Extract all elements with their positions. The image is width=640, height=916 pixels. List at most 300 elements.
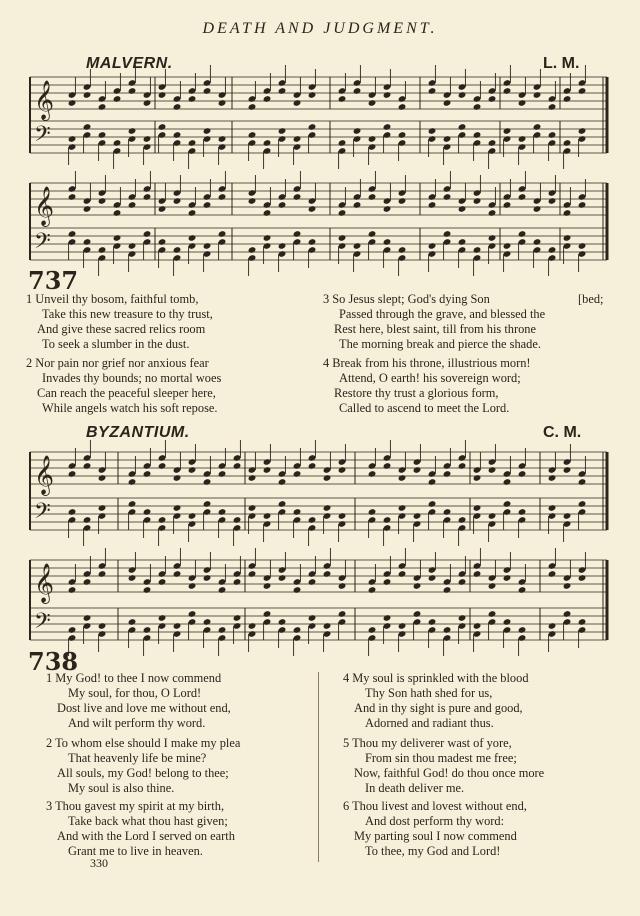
note-head (428, 127, 437, 135)
note-head (278, 500, 287, 508)
note-head (263, 512, 272, 520)
note-head (458, 578, 467, 586)
note-head (548, 197, 557, 205)
note-head (128, 127, 137, 135)
note-head (128, 618, 137, 626)
note-head (113, 209, 122, 217)
note-head (398, 504, 407, 512)
note-head (188, 582, 197, 590)
note-head (533, 238, 542, 246)
note-head (428, 87, 437, 95)
note-head (473, 131, 482, 139)
note-head (398, 474, 407, 482)
note-head (188, 95, 197, 103)
stanza (343, 736, 544, 796)
note-head (203, 618, 212, 626)
note-head (353, 127, 362, 135)
note-head (458, 516, 467, 524)
note-head (263, 582, 272, 590)
note-head (158, 123, 167, 131)
note-head (68, 508, 77, 516)
note-head (248, 622, 257, 630)
stanza-line: In death deliver me. (365, 781, 465, 795)
note-head (563, 582, 572, 590)
stanza-line: All souls, my God! belong to thee; (57, 766, 229, 780)
note-head (128, 242, 137, 250)
note-head (128, 500, 137, 508)
note-head (203, 478, 212, 486)
note-head (158, 205, 167, 213)
stanza-line: Restore thy trust a glorious form, (334, 386, 499, 400)
note-head (308, 205, 317, 213)
stanza (26, 356, 221, 416)
note-head (368, 586, 377, 594)
stanza (343, 799, 527, 859)
note-head (428, 618, 437, 626)
note-head (488, 139, 497, 147)
note-head (503, 87, 512, 95)
stanza (46, 736, 240, 796)
note-head (83, 238, 92, 246)
note-head (578, 574, 587, 582)
note-head (173, 197, 182, 205)
note-head (323, 474, 332, 482)
note-head (128, 201, 137, 209)
note-head (548, 570, 557, 578)
note-head (353, 87, 362, 95)
note-head (233, 462, 242, 470)
note-head (518, 193, 527, 201)
stanza-line: That heavenly life be mine? (68, 751, 207, 765)
stanza-line: 2 Nor pain nor grief nor anxious fear (26, 356, 209, 370)
note-head (203, 127, 212, 135)
note-head (143, 470, 152, 478)
stanza-line: Now, faithful God! do thou once more (354, 766, 545, 780)
note-head (383, 238, 392, 246)
note-head (293, 193, 302, 201)
note-head (503, 201, 512, 209)
note-head (83, 614, 92, 622)
note-head (413, 582, 422, 590)
tune-title-byzantium: BYZANTIUM. (86, 424, 190, 441)
note-head (503, 500, 512, 508)
note-head (578, 127, 587, 135)
note-head (383, 578, 392, 586)
note-head (188, 466, 197, 474)
note-head (488, 234, 497, 242)
note-head (203, 87, 212, 95)
note-head (533, 91, 542, 99)
note-head (188, 512, 197, 520)
bass-clef-icon: 𝄢 (34, 499, 51, 529)
note-head (383, 614, 392, 622)
note-head (173, 131, 182, 139)
note-head (488, 512, 497, 520)
note-head (443, 470, 452, 478)
note-head (518, 586, 527, 594)
note-head (353, 242, 362, 250)
stanza-line: Invades thy bounds; no mortal woes (42, 371, 222, 385)
note-head (83, 578, 92, 586)
note-head (308, 516, 317, 524)
note-head (548, 131, 557, 139)
note-head (98, 103, 107, 111)
note-head (473, 197, 482, 205)
note-head (68, 470, 77, 478)
note-head (158, 516, 167, 524)
note-head (563, 512, 572, 520)
stanza-line: Can reach the peaceful sleeper here, (37, 386, 216, 400)
note-head (548, 504, 557, 512)
note-head (68, 193, 77, 201)
stanza-line: 3 So Jesus slept; God's dying Son (323, 292, 490, 306)
stanza-line: My soul is also thine. (68, 781, 175, 795)
note-head (518, 135, 527, 143)
note-head (218, 626, 227, 634)
note-head (128, 478, 137, 486)
stanza-line: And in thy sight is pure and good, (354, 701, 523, 715)
bass-clef-icon: 𝄢 (34, 229, 51, 259)
note-head (398, 246, 407, 254)
stanza-line: To thee, my God and Lord! (365, 844, 501, 858)
note-head (143, 508, 152, 516)
note-head (338, 234, 347, 242)
note-head (368, 99, 377, 107)
stanza-line: And dost perform thy word: (365, 814, 505, 828)
note-head (278, 574, 287, 582)
note-head (143, 99, 152, 107)
note-head (143, 586, 152, 594)
note-head (458, 614, 467, 622)
note-head (68, 135, 77, 143)
note-head (473, 103, 482, 111)
note-head (143, 193, 152, 201)
note-head (68, 230, 77, 238)
note-head (278, 618, 287, 626)
note-head (68, 586, 77, 594)
note-head (518, 230, 527, 238)
note-head (518, 508, 527, 516)
note-head (563, 234, 572, 242)
tune-meter-malvern: L. M. (543, 55, 580, 72)
note-head (338, 512, 347, 520)
note-head (308, 91, 317, 99)
note-head (218, 230, 227, 238)
note-head (173, 103, 182, 111)
note-head (443, 230, 452, 238)
note-head (98, 246, 107, 254)
note-head (233, 516, 242, 524)
hymn-number-738: 738 (28, 647, 79, 676)
note-head (248, 570, 257, 578)
stanza-line: 4 Break from his throne, illustrious morn! (323, 356, 531, 370)
note-head (503, 478, 512, 486)
note-head (578, 242, 587, 250)
note-head (98, 622, 107, 630)
note-head (338, 466, 347, 474)
note-head (188, 139, 197, 147)
stanza-line: Dost live and love me without end, (57, 701, 231, 715)
note-head (218, 470, 227, 478)
note-head (173, 246, 182, 254)
page-number: 330 (90, 856, 108, 870)
note-head (113, 234, 122, 242)
note-head (98, 504, 107, 512)
note-head (383, 205, 392, 213)
note-head (548, 103, 557, 111)
stanza-line: And wilt perform thy word. (68, 716, 206, 730)
note-head (563, 466, 572, 474)
stanza-line: The morning break and pierce the shade. (339, 337, 541, 351)
note-head (518, 99, 527, 107)
note-head (143, 230, 152, 238)
page-header: DEATH AND JUDGMENT. (202, 20, 438, 37)
note-head (458, 91, 467, 99)
note-head (218, 193, 227, 201)
stanza-line: My soul, for thou, O Lord! (68, 686, 202, 700)
note-head (458, 205, 467, 213)
note-head (413, 466, 422, 474)
note-head (503, 242, 512, 250)
stanza-line: While angels watch his soft repose. (42, 401, 218, 415)
stanza-line: My parting soul I now commend (354, 829, 517, 843)
treble-clef-icon: 𝄞 (34, 455, 55, 495)
note-head (368, 508, 377, 516)
note-head (533, 205, 542, 213)
note-head (383, 91, 392, 99)
note-head (413, 512, 422, 520)
stanza-line: Passed through the grave, and blessed the (339, 307, 546, 321)
note-head (83, 516, 92, 524)
note-head (368, 470, 377, 478)
note-head (488, 95, 497, 103)
note-head (563, 610, 572, 618)
bass-clef-icon: 𝄢 (34, 122, 51, 152)
note-head (413, 610, 422, 618)
stanza (46, 799, 235, 859)
note-head (278, 478, 287, 486)
note-head (443, 508, 452, 516)
note-head (338, 209, 347, 217)
note-head (398, 622, 407, 630)
note-head (383, 462, 392, 470)
note-head (248, 197, 257, 205)
note-head (203, 201, 212, 209)
note-head (368, 135, 377, 143)
note-head (143, 626, 152, 634)
note-head (368, 626, 377, 634)
note-head (113, 139, 122, 147)
note-head (218, 135, 227, 143)
note-head (338, 95, 347, 103)
stanza-line: From sin thou madest me free; (365, 751, 517, 765)
note-head (338, 582, 347, 590)
note-head (518, 626, 527, 634)
tune-title-malvern: MALVERN. (86, 55, 173, 72)
note-head (278, 242, 287, 250)
note-head (578, 87, 587, 95)
note-head (158, 614, 167, 622)
note-head (443, 586, 452, 594)
stanza-overflow: [bed; (578, 292, 604, 306)
note-head (173, 622, 182, 630)
note-head (578, 500, 587, 508)
note-head (308, 238, 317, 246)
note-head (338, 610, 347, 618)
note-head (278, 127, 287, 135)
stanza-line: 2 To whom else should I make my plea (46, 736, 241, 750)
note-head (158, 462, 167, 470)
note-head (428, 242, 437, 250)
note-head (458, 123, 467, 131)
column-divider (318, 672, 319, 862)
note-head (398, 570, 407, 578)
note-head (578, 201, 587, 209)
stanza-line: Take back what thou hast given; (68, 814, 228, 828)
note-head (278, 201, 287, 209)
note-head (293, 508, 302, 516)
note-head (263, 139, 272, 147)
note-head (173, 504, 182, 512)
note-head (443, 626, 452, 634)
note-head (488, 209, 497, 217)
note-head (488, 466, 497, 474)
stanza (26, 292, 213, 352)
stanza-line: To seek a slumber in the dust. (42, 337, 190, 351)
stanza-line: 1 My God! to thee I now commend (46, 671, 222, 685)
note-head (323, 504, 332, 512)
note-head (383, 123, 392, 131)
note-head (263, 234, 272, 242)
stanza-line: And with the Lord I served on earth (57, 829, 235, 843)
note-head (83, 205, 92, 213)
note-head (188, 610, 197, 618)
note-head (563, 209, 572, 217)
note-head (293, 230, 302, 238)
note-head (203, 574, 212, 582)
note-head (143, 135, 152, 143)
stanza-line: And give these sacred relics room (37, 322, 206, 336)
note-head (488, 582, 497, 590)
note-head (248, 474, 257, 482)
stanza-line: Rest here, blest saint, till from his throne (334, 322, 537, 336)
note-head (233, 614, 242, 622)
note-head (293, 586, 302, 594)
stanza-line: Thy Son hath shed for us, (365, 686, 493, 700)
note-head (443, 99, 452, 107)
note-head (548, 622, 557, 630)
note-head (473, 622, 482, 630)
note-head (173, 474, 182, 482)
note-head (548, 246, 557, 254)
note-head (503, 574, 512, 582)
stanza-line: Grant me to live in heaven. (68, 844, 203, 858)
note-head (338, 139, 347, 147)
stanza-line: 6 Thou livest and lovest without end, (343, 799, 527, 813)
stanza (323, 356, 531, 416)
note-head (428, 478, 437, 486)
note-head (473, 246, 482, 254)
note-head (293, 99, 302, 107)
note-head (308, 462, 317, 470)
note-head (218, 508, 227, 516)
stanza (323, 292, 545, 352)
bass-clef-icon: 𝄢 (34, 609, 51, 639)
note-head (578, 478, 587, 486)
note-head (158, 91, 167, 99)
stanza-line: Take this new treasure to thy trust, (42, 307, 213, 321)
note-head (188, 209, 197, 217)
note-head (308, 614, 317, 622)
note-head (293, 470, 302, 478)
note-head (293, 135, 302, 143)
note-head (428, 574, 437, 582)
note-head (158, 578, 167, 586)
note-head (503, 127, 512, 135)
note-head (68, 626, 77, 634)
note-head (473, 504, 482, 512)
note-head (563, 95, 572, 103)
note-head (533, 123, 542, 131)
note-head (443, 135, 452, 143)
note-head (518, 470, 527, 478)
note-head (248, 504, 257, 512)
note-head (443, 193, 452, 201)
note-head (158, 238, 167, 246)
note-head (113, 95, 122, 103)
stanza (343, 671, 529, 731)
stanza-line: Called to ascend to meet the Lord. (339, 401, 510, 415)
note-head (308, 578, 317, 586)
treble-clef-icon: 𝄞 (34, 563, 55, 603)
note-head (473, 570, 482, 578)
stanza-line: 1 Unveil thy bosom, faithful tomb, (26, 292, 199, 306)
note-head (278, 87, 287, 95)
note-head (548, 474, 557, 482)
note-head (263, 610, 272, 618)
note-head (83, 91, 92, 99)
note-head (308, 123, 317, 131)
note-head (263, 95, 272, 103)
note-head (248, 103, 257, 111)
note-head (428, 201, 437, 209)
note-head (248, 246, 257, 254)
note-head (263, 209, 272, 217)
stanza (46, 671, 231, 731)
note-head (398, 131, 407, 139)
note-head (83, 462, 92, 470)
note-head (218, 99, 227, 107)
note-head (398, 197, 407, 205)
hymn-number-737: 737 (28, 266, 79, 295)
note-head (128, 574, 137, 582)
note-head (188, 234, 197, 242)
note-head (98, 474, 107, 482)
note-head (263, 466, 272, 474)
note-head (173, 570, 182, 578)
note-head (323, 622, 332, 630)
note-head (473, 474, 482, 482)
note-head (323, 570, 332, 578)
note-head (368, 193, 377, 201)
note-head (293, 626, 302, 634)
note-head (233, 578, 242, 586)
note-head (98, 570, 107, 578)
note-head (203, 500, 212, 508)
note-head (68, 99, 77, 107)
stanza-line: 4 My soul is sprinkled with the blood (343, 671, 529, 685)
note-head (248, 131, 257, 139)
